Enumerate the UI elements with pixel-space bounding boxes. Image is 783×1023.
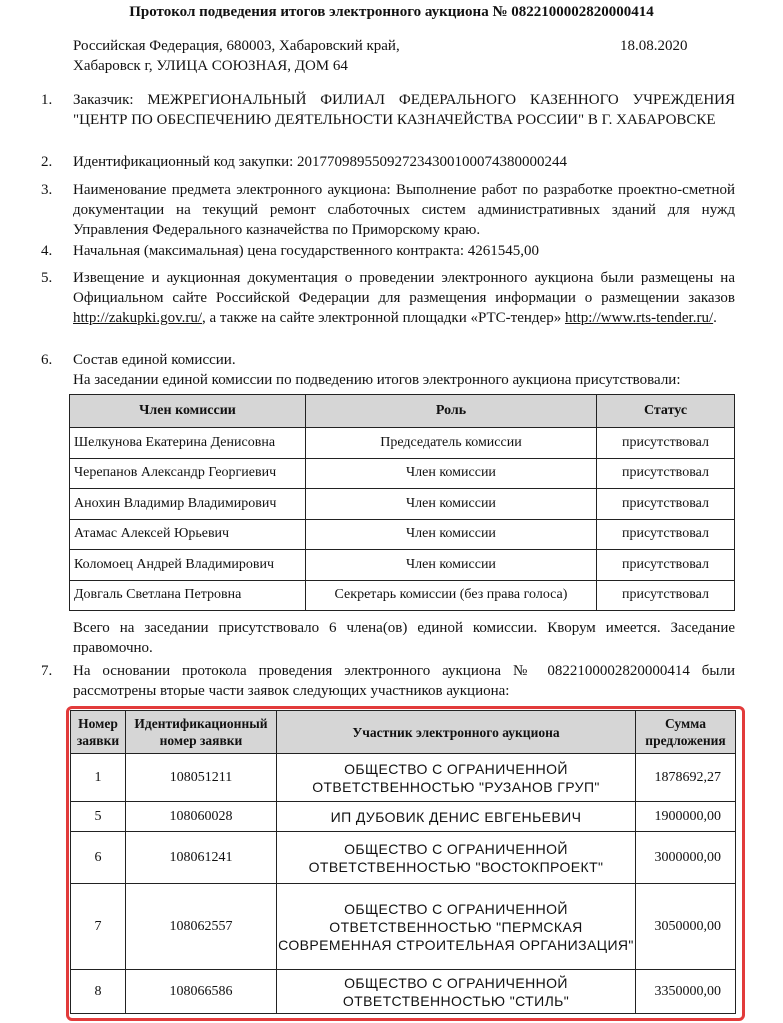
member-status: присутствовал [597,458,735,489]
header-status: Статус [597,395,735,428]
member-status: присутствовал [597,550,735,581]
member-role: Председатель комиссии [306,428,597,459]
member-status: присутствовал [597,580,735,611]
item-text: Идентификационный код закупки: 201770989550927234300100074380000244 [73,154,568,170]
item-bids [41,661,735,701]
bid-number: 1 [71,754,126,802]
rts-tender-link[interactable]: http://www.rts-tender.ru/ [564,310,714,326]
quorum-text: Всего на заседании присутствовало 6 члена(ов) единой комиссии. Кворум имеется. Заседание правомочно. [73,620,735,656]
member-status: присутствовал [597,428,735,459]
bid-number: 6 [71,832,126,884]
member-role: Секретарь комиссии (без права голоса) [306,580,597,611]
bid-id: 108051211 [126,754,277,802]
bid-number: 7 [71,884,126,970]
table-row [70,550,735,581]
bid-sum: 3000000,00 [636,832,736,884]
member-name: Шелкунова Екатерина Денисовна [70,428,306,459]
participant-name: ОБЩЕСТВО С ОГРАНИЧЕННОЙ ОТВЕТСТВЕННОСТЬЮ "ВОСТОКПРОЕКТ" [277,832,636,884]
item-text-b: , а также на сайте электронной площадки «РТС-тендер» [202,310,565,326]
table-row [71,832,736,884]
bid-id: 108066586 [126,970,277,1014]
member-role: Член комиссии [306,519,597,550]
item-subject [41,180,735,240]
table-header-row [70,395,735,428]
table-row [71,754,736,802]
bid-id: 108062557 [126,884,277,970]
commission-table [69,394,735,611]
participant-name: ОБЩЕСТВО С ОГРАНИЧЕННОЙ ОТВЕТСТВЕННОСТЬЮ "РУЗАНОВ ГРУП" [277,754,636,802]
bid-sum: 1878692,27 [636,754,736,802]
table-row [70,519,735,550]
participant-name: ИП ДУБОВИК ДЕНИС ЕВГЕНЬЕВИЧ [277,802,636,832]
protocol-date: 18.08.2020 [620,38,688,54]
table-row [70,580,735,611]
participant-name: ОБЩЕСТВО С ОГРАНИЧЕННОЙ ОТВЕТСТВЕННОСТЬЮ "СТИЛЬ" [277,970,636,1014]
table-row [70,489,735,520]
header-role: Роль [306,395,597,428]
member-role: Член комиссии [306,489,597,520]
member-role: Член комиссии [306,458,597,489]
address-line-2: Хабаровск г, УЛИЦА СОЮЗНАЯ, ДОМ 64 [73,58,348,74]
item-notice [41,268,735,328]
header-sum: Сумма предложения [636,711,736,754]
item-commission [41,350,735,390]
bid-id: 108061241 [126,832,277,884]
member-name: Довгаль Светлана Петровна [70,580,306,611]
item-text: Начальная (максимальная) цена государственного контракта: 4261545,00 [73,243,539,259]
item-number: 1. [41,92,53,108]
bid-number: 5 [71,802,126,832]
zakupki-link[interactable]: http://zakupki.gov.ru/ [73,310,203,326]
table-row [70,458,735,489]
item-text-c: . [713,310,717,326]
address [73,36,400,76]
header-bid-number: Номер заявки [71,711,126,754]
member-status: присутствовал [597,519,735,550]
table-header-row [71,711,736,754]
document-title: Протокол подведения итогов электронного аукциона № 0822100002820000414 [129,4,654,20]
address-line-1: Российская Федерация, 680003, Хабаровский край, [73,38,400,54]
item-text: Заказчик: МЕЖРЕГИОНАЛЬНЫЙ ФИЛИАЛ ФЕДЕРАЛЬНОГО КАЗЕННОГО УЧРЕЖДЕНИЯ "ЦЕНТР ПО ОБЕСПЕЧЕНИЮ ДЕЯТЕЛЬНОСТИ КАЗНАЧЕЙСТВА РОССИИ" В Г. ХАБАРОВСКЕ [73,92,735,128]
member-name: Черепанов Александр Георгиевич [70,458,306,489]
header-participant: Участник электронного аукциона [277,711,636,754]
table-row [71,970,736,1014]
item-number: 6. [41,352,53,368]
table-row [71,884,736,970]
item-number: 5. [41,270,53,286]
item-number: 3. [41,182,53,198]
commission-intro: На заседании единой комиссии по подведению итогов электронного аукциона присутствовали: [73,372,681,388]
bid-sum: 3050000,00 [636,884,736,970]
header-bid-id: Идентификационный номер заявки [126,711,277,754]
bids-table [70,710,736,1014]
table-row [70,428,735,459]
member-name: Анохин Владимир Владимирович [70,489,306,520]
item-number: 7. [41,663,53,679]
bid-sum: 3350000,00 [636,970,736,1014]
item-initial-price [41,241,735,261]
member-status: присутствовал [597,489,735,520]
bid-number: 8 [71,970,126,1014]
commission-heading: Состав единой комиссии. [73,352,236,368]
item-customer [41,90,735,130]
item-text-a: Извещение и аукционная документация о проведении электронного аукциона были размещены на Официальном сайте Российской Федерации для размещения информации о размещении заказов [73,270,735,306]
member-role: Член комиссии [306,550,597,581]
item-procurement-code [41,152,735,172]
header-member: Член комиссии [70,395,306,428]
bid-sum: 1900000,00 [636,802,736,832]
item-text: На основании протокола проведения электронного аукциона № 0822100002820000414 были рассмотрены вторые части заявок следующих участников аукциона: [73,663,735,699]
participant-name: ОБЩЕСТВО С ОГРАНИЧЕННОЙ ОТВЕТСТВЕННОСТЬЮ "ПЕРМСКАЯ СОВРЕМЕННАЯ СТРОИТЕЛЬНАЯ ОРГАНИЗАЦИЯ" [277,884,636,970]
bid-id: 108060028 [126,802,277,832]
item-number: 4. [41,243,53,259]
member-name: Коломоец Андрей Владимирович [70,550,306,581]
item-text: Наименование предмета электронного аукциона: Выполнение работ по разработке проектно-сметной документации на текущий ремонт слаботочных систем административных зданий для нужд Управления Федерального казначейства по Приморскому краю. [73,182,735,238]
item-number: 2. [41,154,53,170]
member-name: Атамас Алексей Юрьевич [70,519,306,550]
table-row [71,802,736,832]
